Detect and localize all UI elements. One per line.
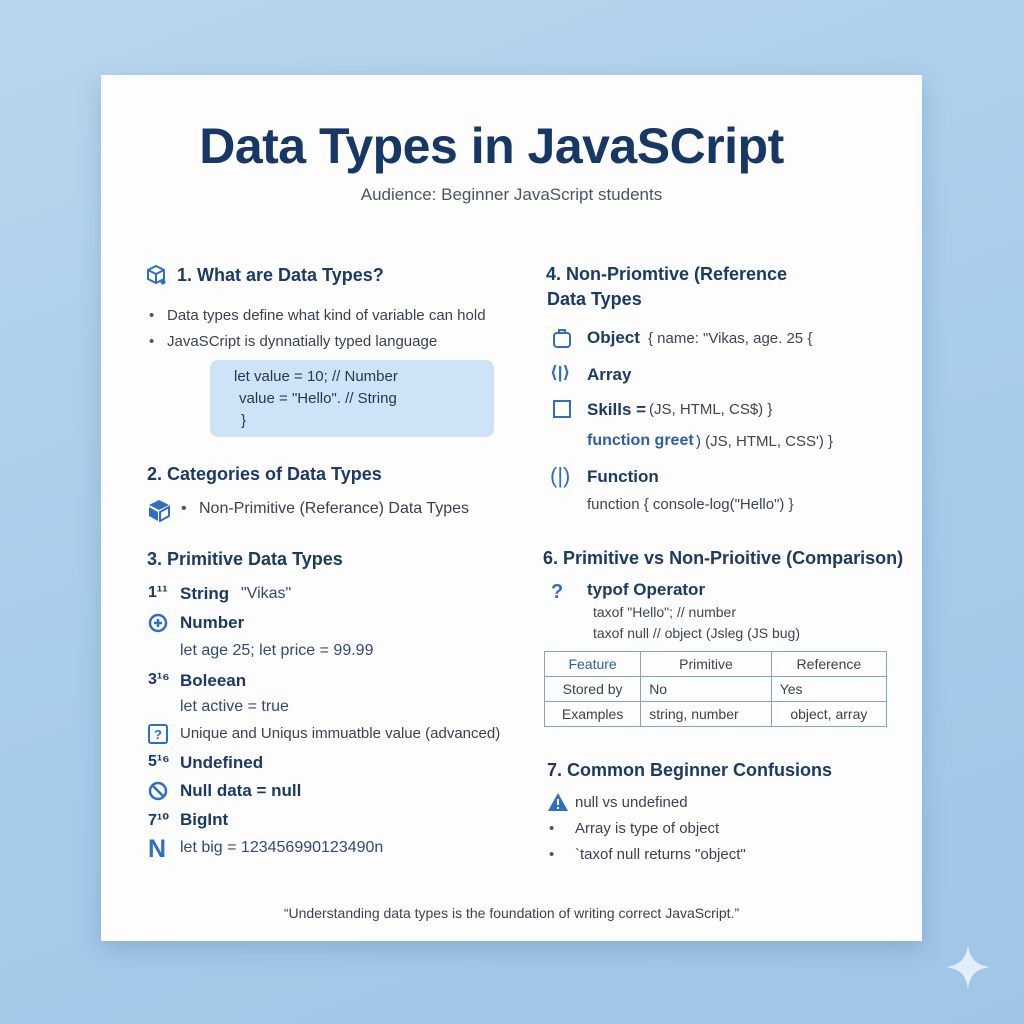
- code-line: let value = 10; // Number: [234, 368, 398, 385]
- typeof-line: taxof "Hello"; // number: [593, 604, 737, 620]
- table-header: Reference: [771, 652, 886, 677]
- footer-quote: “Understanding data types is the foundation of writing correct JavaScript.”: [283, 905, 740, 921]
- bigint-code: let big = 123456990123490n: [180, 839, 384, 856]
- list-item: null vs undefined: [575, 794, 688, 811]
- page-subtitle: Audience: Beginner JavaScript students: [360, 185, 663, 204]
- greet-code: ) (JS, HTML, CSS') }: [696, 433, 834, 450]
- typeof-label: typof Operator: [587, 580, 706, 599]
- function-code: function { console-log("Hello") }: [587, 496, 794, 513]
- table-cell: Examples: [545, 702, 641, 727]
- list-item: • Array is type of object: [549, 820, 720, 837]
- svg-text:?: ?: [154, 727, 162, 742]
- cube-icon: [145, 264, 167, 286]
- bag-icon: [552, 327, 572, 349]
- list-item: • Data types define what kind of variable can hold: [149, 307, 486, 324]
- function-parens-icon: (|): [550, 463, 571, 488]
- page-title: Data Types in JavaSCript: [199, 118, 784, 174]
- square-icon: [552, 399, 572, 419]
- table-header: Primitive: [641, 652, 772, 677]
- array-label: Array: [587, 365, 632, 384]
- code-brackets-icon: ⟨|⟩: [550, 363, 571, 382]
- prohibited-icon: [147, 780, 169, 802]
- code-snippet-box: [210, 360, 494, 437]
- number-marker: 5¹⁶: [148, 753, 170, 770]
- undefined-label: Undefined: [180, 753, 264, 772]
- string-value: "Vikas": [241, 585, 292, 602]
- list-item: • JavaSCript is dynnatially typed language: [149, 333, 438, 350]
- number-marker: 1¹¹: [148, 584, 168, 601]
- list-item: • Non-Primitive (Referance) Data Types: [181, 500, 470, 517]
- boolean-label: Boleean: [180, 671, 247, 690]
- object-code: { name: "Vikas, age. 25 {: [648, 330, 813, 347]
- typeof-line: taxof null // object (Jsleg (JS bug): [593, 625, 800, 641]
- object-label: Object: [587, 328, 640, 347]
- bigint-label: BigInt: [180, 810, 229, 829]
- table-header: Feature: [545, 652, 641, 677]
- table-header-row: [545, 652, 887, 677]
- greet-label: function greet: [587, 432, 694, 449]
- comparison-table: [544, 651, 887, 727]
- question-box-icon: [147, 723, 169, 745]
- section-2-heading: 2. Categories of Data Types: [147, 464, 382, 484]
- number-marker: 7¹⁰: [148, 812, 170, 829]
- table-cell: string, number: [641, 702, 772, 727]
- code-line: value = "Hello". // String: [239, 390, 397, 407]
- table-cell: Yes: [771, 677, 886, 702]
- table-row: [545, 677, 887, 702]
- sparkle-icon: [944, 943, 992, 991]
- boxes-icon: [146, 498, 172, 522]
- question-icon: ?: [551, 581, 564, 603]
- table-cell: No: [641, 677, 772, 702]
- number-code: let age 25; let price = 99.99: [180, 642, 374, 659]
- symbol-text: Unique and Uniqus immuatble value (advanced): [180, 725, 501, 742]
- skills-code: (JS, HTML, CS$) }: [649, 401, 773, 418]
- list-item: • `taxof null returns "object": [549, 846, 746, 863]
- section-4-heading: 4. Non-Priomtive (Reference: [546, 264, 788, 284]
- section-1-heading: 1. What are Data Types?: [177, 265, 384, 285]
- number-label: Number: [180, 613, 245, 632]
- section-6-heading: 6. Primitive vs Non-Prioitive (Comparison): [543, 548, 904, 568]
- boolean-code: let active = true: [180, 698, 289, 715]
- code-line: }: [241, 412, 247, 429]
- section-4-heading-line2: Data Types: [547, 289, 642, 309]
- number-marker: 3¹⁶: [148, 671, 170, 688]
- function-label: Function: [587, 467, 659, 486]
- table-cell: Stored by: [545, 677, 641, 702]
- letter-n-icon: N: [148, 835, 167, 863]
- table-row: [545, 702, 887, 727]
- skills-label: Skills =: [587, 400, 647, 419]
- warning-icon: [547, 792, 569, 812]
- string-label: String: [180, 584, 230, 603]
- null-label: Null data = null: [180, 781, 302, 800]
- table-cell: object, array: [771, 702, 886, 727]
- number-icon: [147, 612, 169, 634]
- section-7-heading: 7. Common Beginner Confusions: [547, 760, 833, 780]
- infographic-card: [101, 75, 922, 941]
- section-3-heading: 3. Primitive Data Types: [147, 549, 343, 569]
